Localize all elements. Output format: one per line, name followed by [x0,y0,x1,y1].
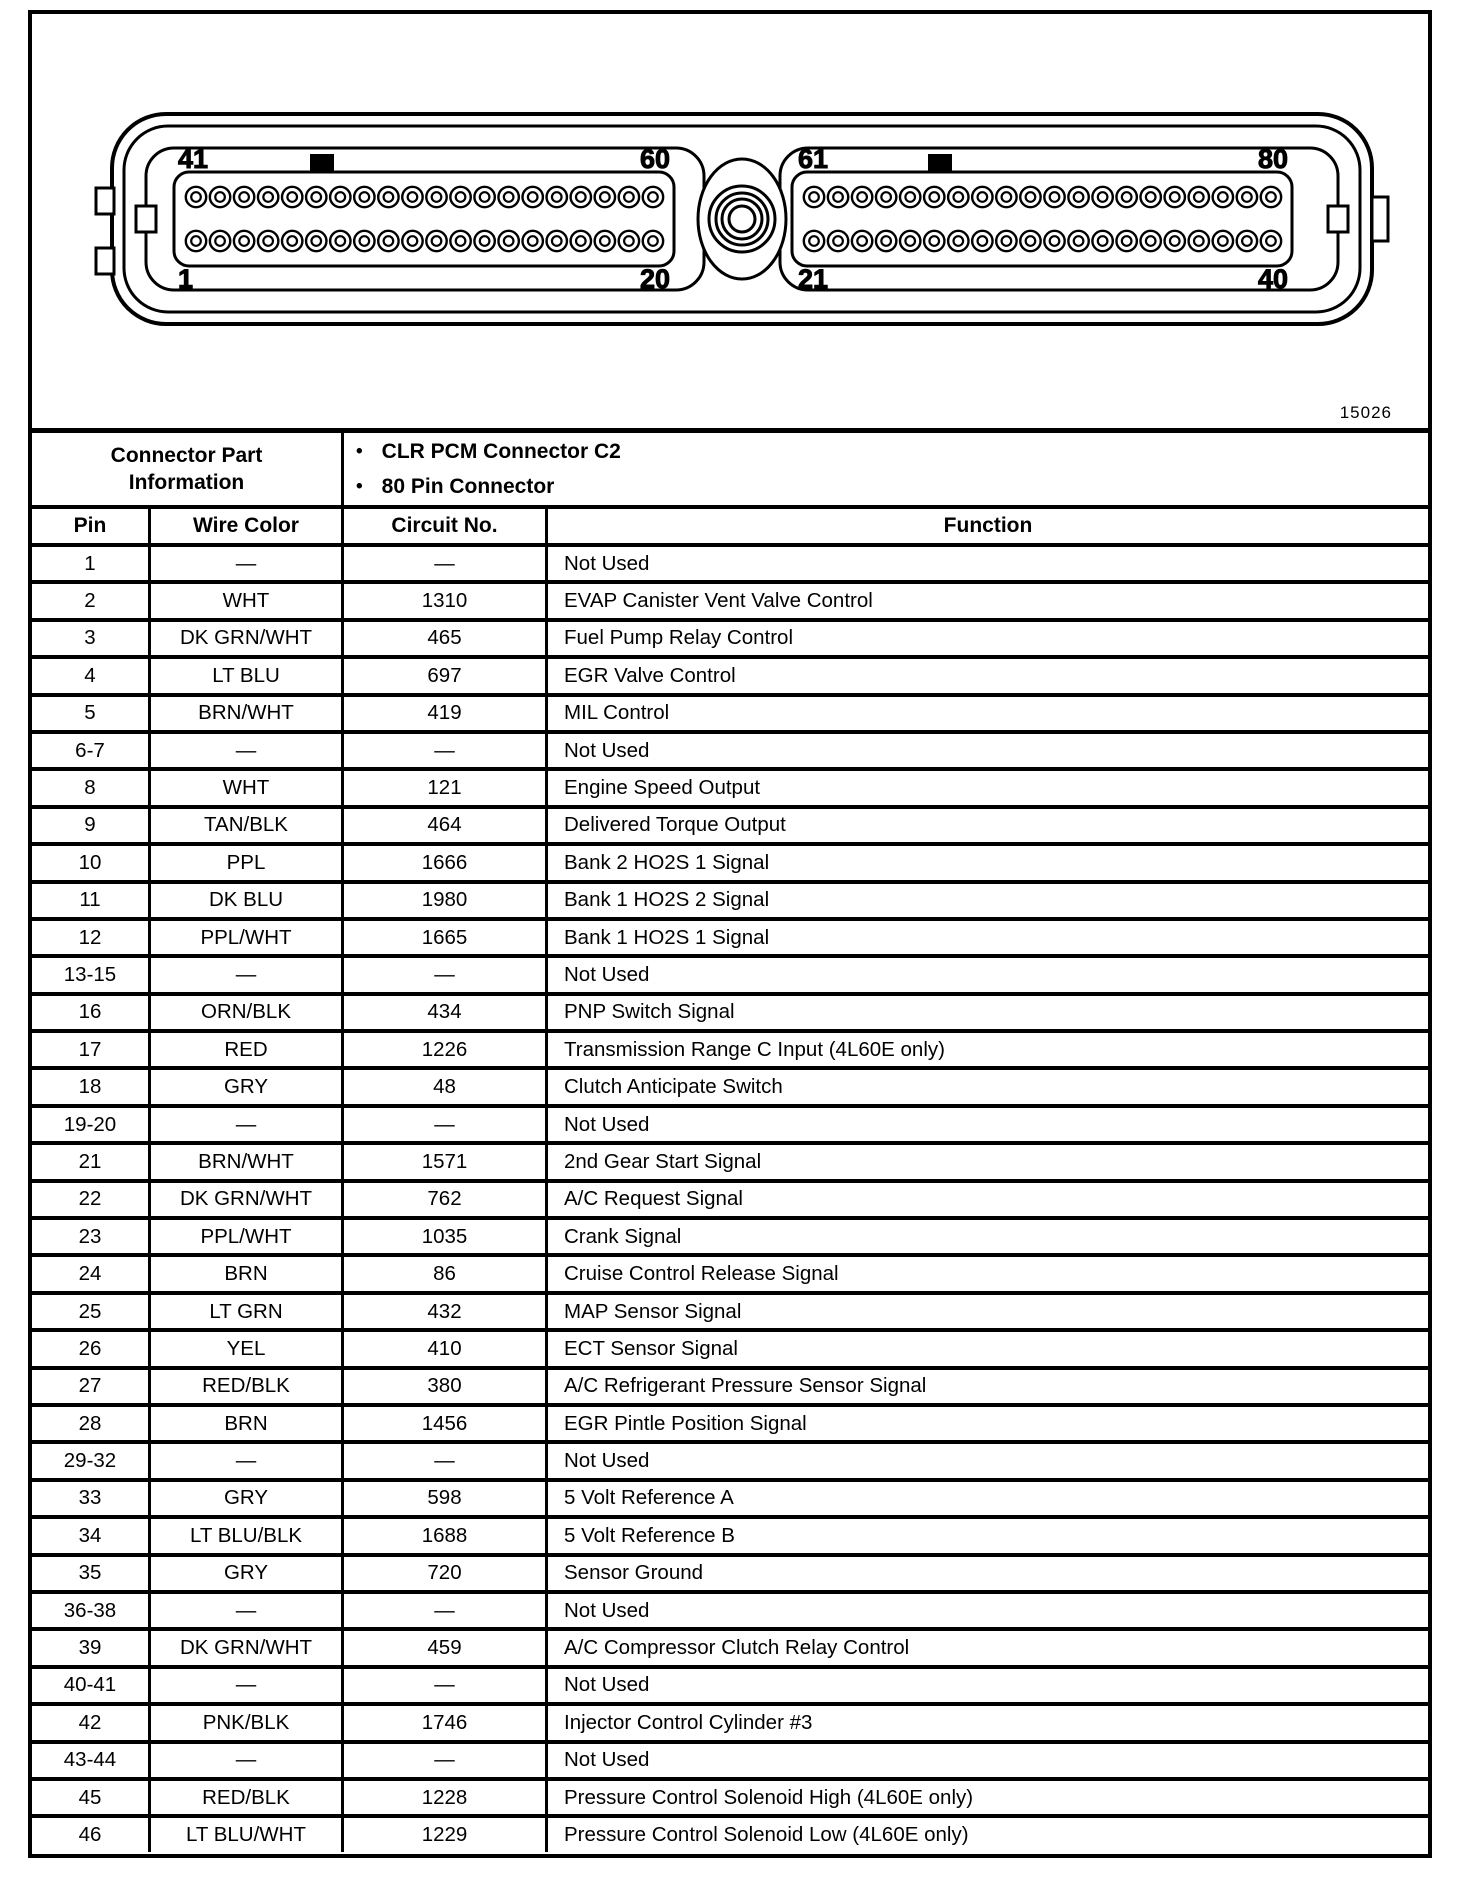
pin-cell: 6-7 [32,734,148,767]
function-cell: Not Used [548,734,1428,767]
wire-color-cell: DK GRN/WHT [151,1631,341,1664]
function-cell: A/C Refrigerant Pressure Sensor Signal [548,1370,1428,1403]
pin-label-41: 41 [178,144,209,174]
circuit-no-cell: 1665 [344,921,545,954]
circuit-no-cell: 1226 [344,1033,545,1066]
circuit-no-cell: — [344,1669,545,1702]
pin-cell: 3 [32,622,148,655]
wire-color-cell: PPL/WHT [151,1220,341,1253]
pin-cell: 11 [32,884,148,917]
function-cell: EGR Pintle Position Signal [548,1407,1428,1440]
circuit-no-cell: 1456 [344,1407,545,1440]
pin-cell: 10 [32,846,148,879]
wire-color-cell: GRY [151,1070,341,1103]
pin-cell: 16 [32,996,148,1029]
circuit-no-cell: — [344,1108,545,1141]
wire-color-cell: BRN [151,1257,341,1290]
figure-number: 15026 [1339,403,1392,422]
circuit-no-cell: 1229 [344,1818,545,1851]
right-key-notch [928,154,952,172]
circuit-no-cell: 1571 [344,1145,545,1178]
circuit-no-cell: 432 [344,1295,545,1328]
key-slot-1 [136,206,156,232]
wire-color-cell: PNK/BLK [151,1706,341,1739]
function-cell: Not Used [548,547,1428,580]
function-cell: Not Used [548,1744,1428,1777]
wire-color-cell: BRN [151,1407,341,1440]
pin-cell: 35 [32,1557,148,1590]
circuit-no-cell: — [344,547,545,580]
column-header-circuit: Circuit No. [344,509,545,543]
function-cell: EGR Valve Control [548,659,1428,692]
function-cell: Injector Control Cylinder #3 [548,1706,1428,1739]
wire-color-cell: WHT [151,771,341,804]
function-cell: Cruise Control Release Signal [548,1257,1428,1290]
right-block-pins [804,187,1281,251]
circuit-no-cell: 410 [344,1332,545,1365]
circuit-no-cell: 1688 [344,1519,545,1552]
circuit-no-cell: 1035 [344,1220,545,1253]
circuit-no-cell: 1310 [344,584,545,617]
part-info-line1: Connector Part [110,444,263,467]
function-cell: Transmission Range C Input (4L60E only) [548,1033,1428,1066]
circuit-no-cell: — [344,1744,545,1777]
circuit-no-cell: 720 [344,1557,545,1590]
wire-color-cell: ORN/BLK [151,996,341,1029]
function-cell: Not Used [548,1594,1428,1627]
bullet-icon: • [356,475,363,497]
wire-color-cell: GRY [151,1557,341,1590]
function-cell: Crank Signal [548,1220,1428,1253]
pin-cell: 1 [32,547,148,580]
circuit-no-cell: 419 [344,697,545,730]
wire-color-cell: — [151,958,341,991]
wire-color-cell: PPL [151,846,341,879]
wire-color-cell: TAN/BLK [151,809,341,842]
pin-cell: 8 [32,771,148,804]
pin-cell: 33 [32,1482,148,1515]
wire-color-cell: DK BLU [151,884,341,917]
pin-cell: 9 [32,809,148,842]
pin-cell: 23 [32,1220,148,1253]
function-cell: Not Used [548,1669,1428,1702]
circuit-no-cell: — [344,734,545,767]
function-cell: Clutch Anticipate Switch [548,1070,1428,1103]
pin-label-80: 80 [1257,144,1288,174]
function-cell: Fuel Pump Relay Control [548,622,1428,655]
column-header-pin: Pin [32,509,148,543]
wire-color-cell: — [151,1669,341,1702]
function-cell: Bank 1 HO2S 2 Signal [548,884,1428,917]
circuit-no-cell: 598 [344,1482,545,1515]
pinout-table [32,433,1428,1852]
function-cell: EVAP Canister Vent Valve Control [548,584,1428,617]
circuit-no-cell: 459 [344,1631,545,1664]
function-cell: A/C Compressor Clutch Relay Control [548,1631,1428,1664]
pin-cell: 26 [32,1332,148,1365]
function-cell: Pressure Control Solenoid High (4L60E only) [548,1781,1428,1814]
column-header-wire: Wire Color [151,509,341,543]
pin-cell: 45 [32,1781,148,1814]
wire-color-cell: — [151,1744,341,1777]
wire-color-cell: LT GRN [151,1295,341,1328]
page-frame [28,10,1432,1858]
function-cell: ECT Sensor Signal [548,1332,1428,1365]
pin-cell: 29-32 [32,1444,148,1477]
wire-color-cell: YEL [151,1332,341,1365]
wire-color-cell: — [151,547,341,580]
wire-color-cell: LT BLU [151,659,341,692]
function-cell: Engine Speed Output [548,771,1428,804]
pin-label-20: 20 [639,264,670,294]
function-cell: Sensor Ground [548,1557,1428,1590]
connector-description-list [356,434,621,504]
part-info-line2: Information [128,471,245,494]
pin-cell: 13-15 [32,958,148,991]
function-cell: PNP Switch Signal [548,996,1428,1029]
function-cell: 5 Volt Reference B [548,1519,1428,1552]
pin-cell: 40-41 [32,1669,148,1702]
pin-cell: 34 [32,1519,148,1552]
wire-color-cell: — [151,1594,341,1627]
pin-cell: 12 [32,921,148,954]
circuit-no-cell: 1746 [344,1706,545,1739]
wire-color-cell: — [151,734,341,767]
circuit-no-cell: 121 [344,771,545,804]
right-tab [1372,197,1388,241]
circuit-no-cell: — [344,958,545,991]
pin-cell: 39 [32,1631,148,1664]
right-inner-face [780,148,1338,290]
function-cell: Bank 2 HO2S 1 Signal [548,846,1428,879]
circuit-no-cell: 1980 [344,884,545,917]
wire-color-cell: LT BLU/BLK [151,1519,341,1552]
circuit-no-cell: 86 [344,1257,545,1290]
pin-label-21: 21 [798,264,829,294]
function-cell: Bank 1 HO2S 1 Signal [548,921,1428,954]
circuit-no-cell: 1228 [344,1781,545,1814]
right-pin-block [792,172,1292,266]
circuit-no-cell: — [344,1594,545,1627]
circuit-no-cell: 380 [344,1370,545,1403]
circuit-no-cell: 48 [344,1070,545,1103]
wire-color-cell: BRN/WHT [151,1145,341,1178]
pin-cell: 43-44 [32,1744,148,1777]
left-tab-lower [96,248,114,274]
column-header-function: Function [548,509,1428,543]
wire-color-cell: — [151,1108,341,1141]
wire-color-cell: DK GRN/WHT [151,1183,341,1216]
pin-cell: 22 [32,1183,148,1216]
center-bolt [698,159,786,279]
function-cell: 5 Volt Reference A [548,1482,1428,1515]
function-cell: MIL Control [548,697,1428,730]
pin-cell: 18 [32,1070,148,1103]
connector-diagram-area [32,14,1428,433]
circuit-no-cell: 464 [344,809,545,842]
circuit-no-cell: 762 [344,1183,545,1216]
circuit-no-cell: 465 [344,622,545,655]
pin-label-1: 1 [178,264,194,294]
wire-color-cell: RED/BLK [151,1370,341,1403]
left-block-pins [186,187,663,251]
pin-cell: 28 [32,1407,148,1440]
function-cell: Pressure Control Solenoid Low (4L60E only) [548,1818,1428,1851]
circuit-no-cell: — [344,1444,545,1477]
function-cell: Not Used [548,958,1428,991]
connector-description-item [356,434,621,469]
left-pin-block [174,172,674,266]
wire-color-cell: WHT [151,584,341,617]
pin-cell: 21 [32,1145,148,1178]
connector-description-cell [344,433,1428,505]
function-cell: Not Used [548,1108,1428,1141]
function-cell: A/C Request Signal [548,1183,1428,1216]
wire-color-cell: RED/BLK [151,1781,341,1814]
pin-cell: 19-20 [32,1108,148,1141]
circuit-no-cell: 697 [344,659,545,692]
function-cell: Not Used [548,1444,1428,1477]
function-cell: Delivered Torque Output [548,809,1428,842]
pin-cell: 4 [32,659,148,692]
pin-cell: 25 [32,1295,148,1328]
pin-cell: 46 [32,1818,148,1851]
left-key-notch [310,154,334,172]
pin-label-61: 61 [798,144,829,174]
circuit-no-cell: 1666 [344,846,545,879]
pin-cell: 17 [32,1033,148,1066]
pcm-connector-drawing [92,102,1392,337]
pin-label-60: 60 [639,144,670,174]
connector-description-text: CLR PCM Connector C2 [381,439,621,463]
pin-cell: 5 [32,697,148,730]
wire-color-cell: LT BLU/WHT [151,1818,341,1851]
connector-description-item [356,469,621,504]
wire-color-cell: DK GRN/WHT [151,622,341,655]
part-info-header [32,433,341,505]
left-inner-face [146,148,704,290]
function-cell: 2nd Gear Start Signal [548,1145,1428,1178]
pin-cell: 42 [32,1706,148,1739]
wire-color-cell: — [151,1444,341,1477]
wire-color-cell: RED [151,1033,341,1066]
pin-cell: 36-38 [32,1594,148,1627]
pin-cell: 24 [32,1257,148,1290]
pin-label-40: 40 [1257,264,1288,294]
key-slot-4 [1328,206,1348,232]
left-tab-upper [96,188,114,214]
wire-color-cell: PPL/WHT [151,921,341,954]
bullet-icon: • [356,440,363,462]
pin-cell: 2 [32,584,148,617]
wire-color-cell: GRY [151,1482,341,1515]
function-cell: MAP Sensor Signal [548,1295,1428,1328]
circuit-no-cell: 434 [344,996,545,1029]
connector-description-text: 80 Pin Connector [381,474,555,498]
wire-color-cell: BRN/WHT [151,697,341,730]
pin-cell: 27 [32,1370,148,1403]
